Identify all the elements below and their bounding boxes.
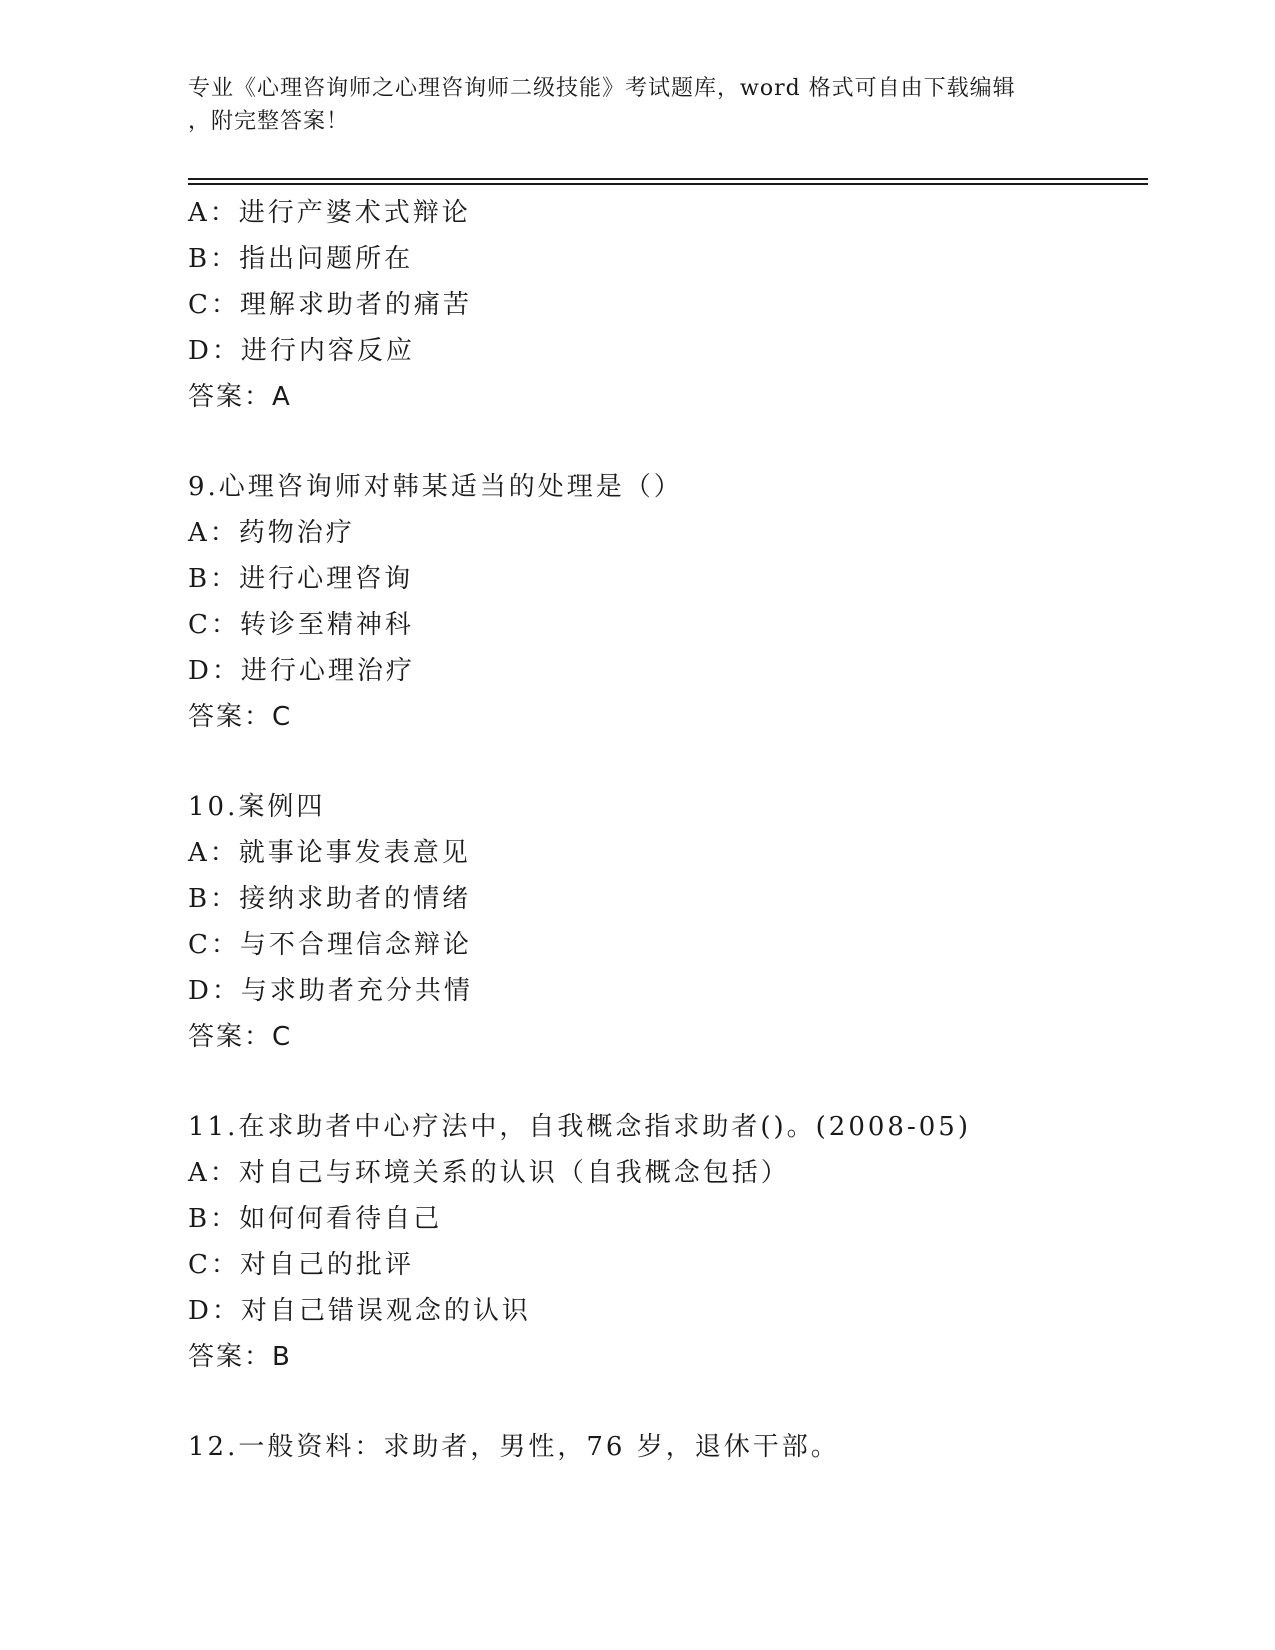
header-divider-top [188,178,1148,180]
answer-label: 答案：C [188,1022,293,1052]
question-stem: 9.心理咨询师对韩某适当的处理是（） [188,472,683,502]
option-c: C：理解求助者的痛苦 [188,290,472,320]
header-divider-bottom [188,183,1148,185]
option-b: B：进行心理咨询 [188,564,414,594]
spacer [188,740,1148,784]
question-12 [188,1424,1148,1470]
option-d: D：与求助者充分共情 [188,976,473,1006]
option-b: B：指出问题所在 [188,244,414,274]
question-8-continued [188,190,1148,420]
question-stem: 10.案例四 [188,792,326,822]
question-10 [188,784,1148,1060]
option-b: B：如何何看待自己 [188,1204,443,1234]
question-9 [188,464,1148,740]
answer-label: 答案：A [188,382,292,412]
header-title-line-2: ，附完整答案！ [188,109,350,134]
question-stem: 11.在求助者中心疗法中，自我概念指求助者()。(2008-05) [188,1112,971,1142]
option-d: D：进行心理治疗 [188,656,415,686]
option-a: A：对自己与环境关系的认识（自我概念包括） [188,1158,790,1188]
document-header [188,72,1088,138]
option-a: A：就事论事发表意见 [188,838,471,868]
question-11 [188,1104,1148,1380]
question-stem: 12.一般资料：求助者，男性，76 岁，退休干部。 [188,1432,840,1462]
option-c: C：转诊至精神科 [188,610,414,640]
option-d: D：对自己错误观念的认识 [188,1296,531,1326]
option-d: D：进行内容反应 [188,336,415,366]
option-c: C：对自己的批评 [188,1250,414,1280]
spacer [188,1060,1148,1104]
answer-label: 答案：B [188,1342,292,1372]
question-content [188,190,1148,1470]
spacer [188,1380,1148,1424]
option-c: C：与不合理信念辩论 [188,930,472,960]
spacer [188,420,1148,464]
answer-label: 答案：C [188,702,293,732]
option-b: B：接纳求助者的情绪 [188,884,472,914]
option-a: A：进行产婆术式辩论 [188,198,471,228]
option-a: A：药物治疗 [188,518,355,548]
header-title-line-1: 专业《心理咨询师之心理咨询师二级技能》考试题库，word 格式可自由下载编辑 [188,76,1016,101]
